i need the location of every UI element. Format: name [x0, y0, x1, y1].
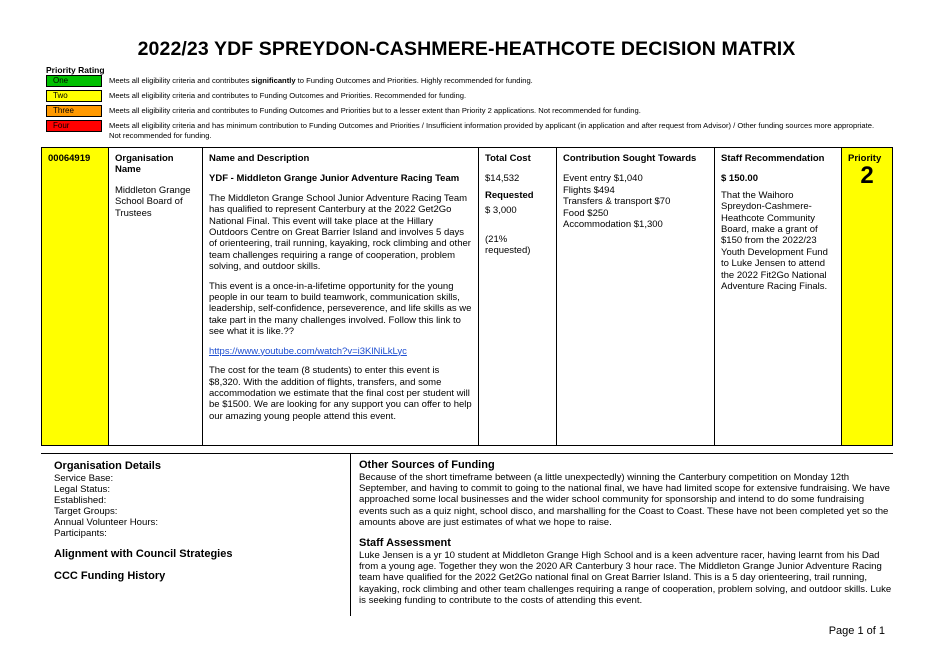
- details-section: [41, 453, 893, 616]
- contribution-item: Accommodation $1,300: [563, 219, 663, 231]
- legend-text-three: Meets all eligibility criteria and contributes to Funding Outcomes and Priorities but to a lesser extent than Priority 2 applications. Not recommended for funding.: [109, 106, 641, 115]
- application-id-cell: [42, 148, 109, 446]
- contribution-item: Flights $494: [563, 184, 615, 196]
- contribution-header: Contribution Sought Towards: [563, 153, 697, 164]
- contribution-cell: [557, 148, 715, 446]
- recommendation-text: That the Waihoro Spreydon-Cashmere-Heathcote Community Board, make a grant of $150 from the 2022/23 Youth Development Fund to Luke Jensen to attend the 2022 Fit2Go National Adventure Racing Finals.: [721, 189, 828, 293]
- contribution-item: Event entry $1,040: [563, 173, 643, 185]
- staff-recommendation-cell: [715, 148, 842, 446]
- swatch-four: Four: [46, 120, 102, 132]
- detail-field: Annual Volunteer Hours:: [54, 517, 158, 528]
- cost-paragraph: The cost for the team (8 students) to enter this event is $8,320. With the addition of flights, transfers, and some accommodation we estimate that the final cost per student will be $1500. We are looking for any support you can offer to help our amazing young people attend this event.: [209, 365, 472, 422]
- swatch-two: Two: [46, 90, 102, 102]
- detail-field: Established:: [54, 495, 107, 506]
- legend-text-two: Meets all eligibility criteria and contributes to Funding Outcomes and Priorities. Recommended for funding.: [109, 91, 467, 100]
- name-description-cell: [203, 148, 479, 446]
- application-id: 00064919: [48, 153, 91, 164]
- detail-field: Legal Status:: [54, 484, 111, 495]
- total-cost-cell: [479, 148, 557, 446]
- page-number: Page 1 of 1: [828, 625, 885, 637]
- description-paragraph-2: This event is a once-in-a-lifetime opportunity for the young people in our team to build teamwork, communication skills, leadership, self-confidence, perseverence, and life skills as we take part in the many challenges involved. Follow this link to see what it is like.??: [209, 280, 472, 338]
- detail-field: Participants:: [54, 528, 107, 539]
- organisation-header: Organisation Name: [115, 153, 174, 176]
- organisation-details-panel: [41, 454, 351, 616]
- priority-legend: [46, 75, 876, 140]
- other-funding-heading: Other Sources of Funding: [359, 459, 495, 471]
- video-link[interactable]: https://www.youtube.com/watch?v=i3KlNiLkLyc: [209, 345, 407, 357]
- requested-label: Requested: [485, 189, 534, 201]
- swatch-one: One: [46, 75, 102, 87]
- total-cost-header: Total Cost: [485, 153, 531, 164]
- funding-history-heading: CCC Funding History: [54, 570, 166, 582]
- funding-assessment-panel: [359, 454, 893, 606]
- detail-field: Service Base:: [54, 473, 114, 484]
- legend-row-one: [46, 75, 876, 87]
- legend-row-three: [46, 105, 876, 117]
- swatch-three: Three: [46, 105, 102, 117]
- requested-percentage: (21% requested): [485, 233, 531, 257]
- other-funding-text: Because of the short timeframe between (a little unexpectedly) winning the Canterbury competition on Monday 12th September, and having to commit to going to the national final, we have had limited scope for extensive fundraising. We have approached some local businesses and the wider school community for sponsorship and intend to do some fundraising events such as a quiz night, school disco, and marshalling for the Coast to Coast. These have not been completed yet so the amounts above are just estimates of what we hope to raise.: [359, 472, 890, 528]
- priority-value: 2: [860, 162, 874, 190]
- organisation-name: Middleton Grange School Board of Trustees: [115, 184, 191, 219]
- recommended-amount: $ 150.00: [721, 173, 758, 185]
- organisation-details-heading: Organisation Details: [54, 460, 161, 472]
- priority-header: Priority: [848, 153, 882, 164]
- name-description-header: Name and Description: [209, 153, 310, 164]
- requested-value: $ 3,000: [485, 205, 517, 217]
- priority-rating-heading: Priority Rating: [46, 65, 105, 75]
- staff-assessment-text: Luke Jensen is a yr 10 student at Middleton Grange High School and is a keen adventure racer, having learnt from his Dad from a young age. Together they won the 2020 AR Canterbury 3 hour race. The Middleton Grange Junior Adventure Racing team have qualified for the 2022 Get2Go national final on Great Barrier Island. This is a 5 day orienteering, trail running, kayaking, rock climbing and other team challenges requiring a range of cooperation, problem solving, and outdoor skills. Luke is seeking funding to contribute to the costs of attending this event.: [359, 550, 892, 606]
- contribution-item: Food $250: [563, 207, 609, 219]
- legend-row-four: [46, 120, 876, 140]
- legend-text-one: Meets all eligibility criteria and contributes significantly to Funding Outcomes and Priorities. Highly recommended for funding.: [109, 76, 533, 85]
- detail-field: Target Groups:: [54, 506, 118, 517]
- page-title: 2022/23 YDF SPREYDON-CASHMERE-HEATHCOTE DECISION MATRIX: [137, 38, 796, 60]
- staff-assessment-heading: Staff Assessment: [359, 537, 451, 550]
- project-title: YDF - Middleton Grange Junior Adventure Racing Team: [209, 173, 460, 185]
- contribution-item: Transfers & transport $70: [563, 196, 671, 208]
- organisation-cell: [109, 148, 203, 446]
- staff-recommendation-header: Staff Recommendation: [721, 153, 825, 164]
- legend-text-four: Meets all eligibility criteria and has minimum contribution to Funding Outcomes and Priorities / Insufficient information provided by applicant (in application and after request from Advisor) / Other funding sources more appropriate. Not recommended for funding.: [109, 121, 875, 140]
- alignment-heading: Alignment with Council Strategies: [54, 548, 233, 560]
- legend-row-two: [46, 90, 876, 102]
- decision-matrix-table: [41, 147, 893, 446]
- description-paragraph-1: The Middleton Grange School Junior Adventure Racing Team has qualified to represent Canterbury at the 2022 Get2Go National Final. This event will take place at the Hillary Outdoors Centre on Great Barrier Island and involves 5 days of orienteering, trail running, kayaking, rock climbing and other team challenges requiring a range of cooperation, problem solving, and outdoor skills.: [209, 192, 471, 273]
- priority-cell: [842, 148, 893, 446]
- total-cost-value: $14,532: [485, 173, 520, 185]
